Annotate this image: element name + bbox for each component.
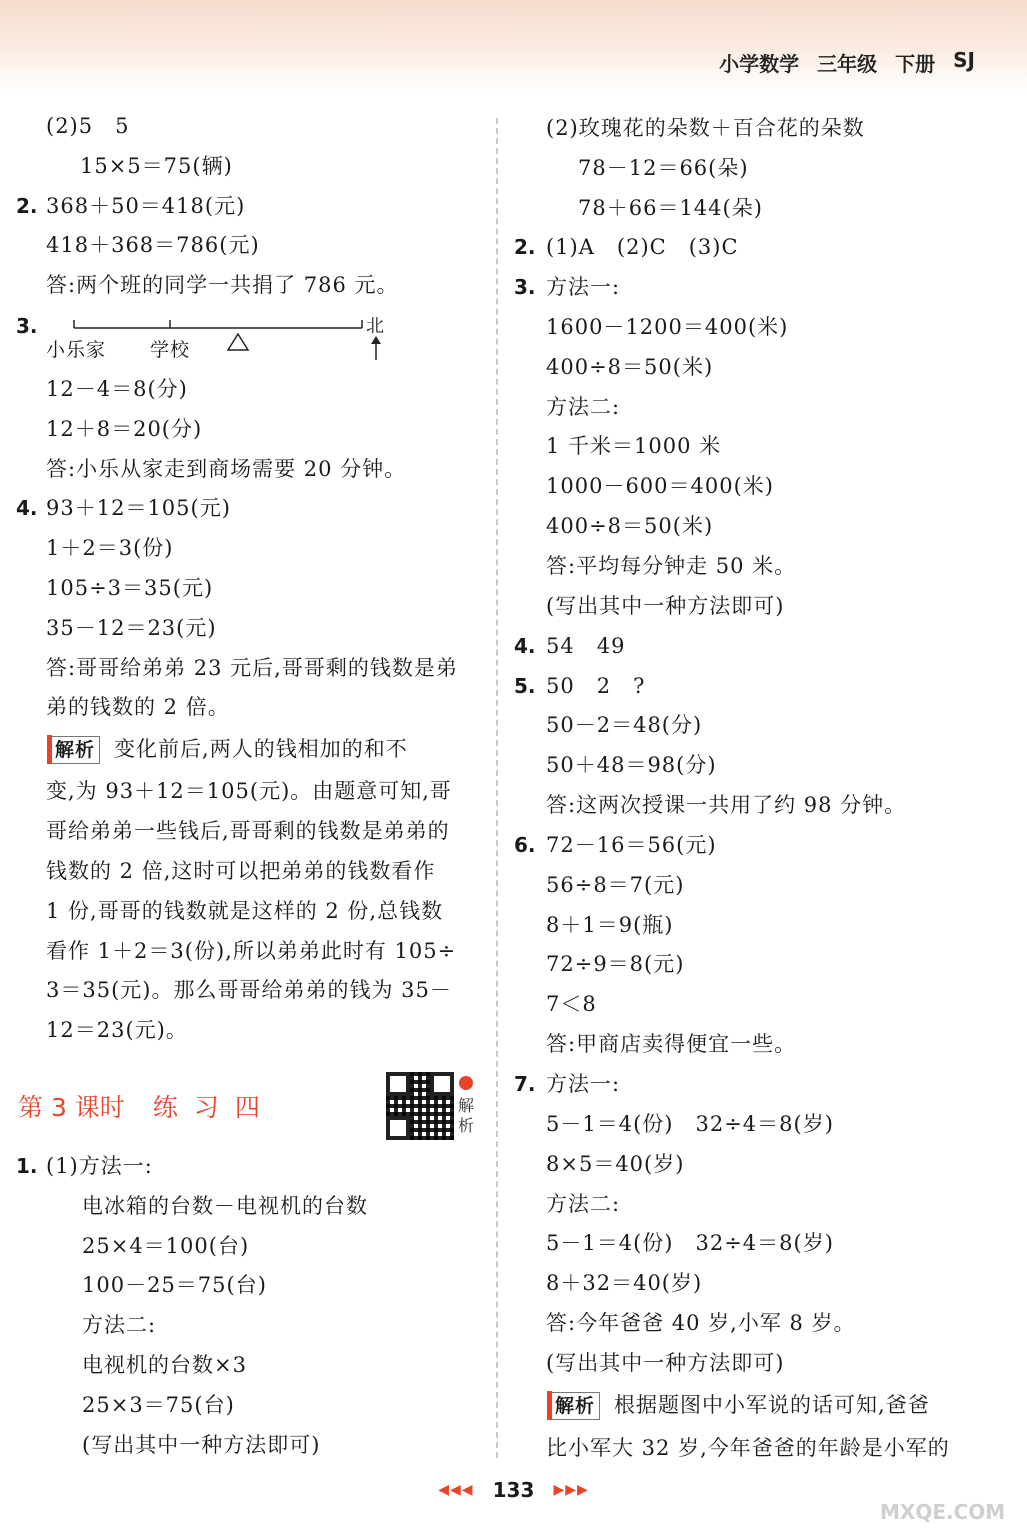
north-label: 北 [366,316,385,337]
left-line: 35－12＝23(元) [46,616,217,640]
question-number: 2. [16,194,38,218]
analysis-tag: 解析 [48,736,100,764]
question-number: 2. [514,235,536,259]
page-footer [0,1478,1027,1502]
page-number: 133 [492,1478,535,1502]
right-line: 方法二: [546,1192,621,1216]
lesson-number: 第 3 课时 [18,1093,125,1122]
answer-line: 答:小乐从家走到商场需要 20 分钟。 [46,457,407,481]
right-line: 8×5＝40(岁) [546,1152,685,1176]
left-line: 25×3＝75(台) [82,1393,235,1417]
left-line: 15×5＝75(辆) [80,154,233,178]
right-line: 54 49 [546,634,626,658]
header-band [0,0,1027,92]
question-number: 6. [514,833,536,857]
answer-line: 答:这两次授课一共用了约 98 分钟。 [546,793,907,817]
right-line: 400÷8＝50(米) [546,355,714,379]
left-line: 105÷3＝35(元) [46,576,214,600]
question-number: 3. [514,275,536,299]
right-line: 1000－600＝400(米) [546,474,774,498]
note-line: (写出其中一种方法即可) [546,594,785,618]
qr-label: 解析 [458,1096,475,1135]
qr-code-icon[interactable] [386,1072,454,1140]
qr-finder [386,1072,410,1096]
qr-finder [430,1072,454,1096]
left-line: (2)5 5 [46,114,130,138]
question-number: 4. [514,634,536,658]
column-divider [496,118,498,1458]
analysis-line: 比小军大 32 岁,今年爸爸的年龄是小军的 [546,1436,950,1460]
route-diagram [60,312,390,362]
lesson-name: 练习四 [152,1093,276,1122]
question-number: 5. [514,674,536,698]
answer-line: 答:两个班的同学一共捐了 786 元。 [46,273,399,297]
right-line: 72÷9＝8(元) [546,952,685,976]
note-line: (写出其中一种方法即可) [82,1433,321,1457]
question-number: 4. [16,496,38,520]
right-line: 78＋66＝144(朵) [578,196,763,220]
play-icon [459,1076,473,1090]
right-line: (1)A (2)C (3)C [546,235,739,259]
analysis-line [548,1391,930,1420]
left-line: 418＋368＝786(元) [46,233,260,257]
left-line: 25×4＝100(台) [82,1234,250,1258]
answer-line: 弟的钱数的 2 倍。 [46,695,230,719]
analysis-line: 1 份,哥哥的钱数就是这样的 2 份,总钱数 [46,899,444,923]
book-header [719,48,975,77]
right-line: 5－1＝4(份) 32÷4＝8(岁) [546,1112,834,1136]
analysis-line: 变,为 93＋12＝105(元)。由题意可知,哥 [46,779,452,803]
right-line: 50－2＝48(分) [546,713,703,737]
analysis-text: 变化前后,两人的钱相加的和不 [114,737,408,761]
left-line: 368＋50＝418(元) [46,194,246,218]
note-line: (写出其中一种方法即可) [546,1351,785,1375]
analysis-line: 哥给弟弟一些钱后,哥哥剩的钱数是弟弟的 [46,819,450,843]
analysis-text: 根据题图中小军说的话可知,爸爸 [614,1393,930,1417]
right-line: 72－16＝56(元) [546,833,717,857]
analysis-line: 3＝35(元)。那么哥哥给弟弟的钱为 35－ [46,978,452,1002]
left-line: 电冰箱的台数－电视机的台数 [82,1194,368,1218]
analysis-tag: 解析 [548,1392,600,1420]
right-line: 8＋1＝9(瓶) [546,913,674,937]
prev-page-icon[interactable]: ◀◀◀ [438,1482,474,1498]
left-line: 1＋2＝3(份) [46,536,174,560]
answer-line: 答:今年爸爸 40 岁,小军 8 岁。 [546,1311,856,1335]
left-line: 方法二: [82,1313,157,1337]
grade: 三年级 [817,52,878,76]
right-line: 1600－1200＝400(米) [546,315,789,339]
right-line: 56÷8＝7(元) [546,873,685,897]
qr-finder [386,1116,410,1140]
lesson-title [18,1088,276,1124]
question-number: 3. [16,314,38,338]
right-line: 方法一: [546,1072,621,1096]
subject: 小学数学 [719,52,800,76]
analysis-line: 钱数的 2 倍,这时可以把弟弟的钱数看作 [46,859,436,883]
answer-line: 答:甲商店卖得便宜一些。 [546,1032,797,1056]
left-line: 电视机的台数×3 [82,1353,247,1377]
right-line: 50＋48＝98(分) [546,753,717,777]
right-line: 1 千米＝1000 米 [546,434,722,458]
question-number: 7. [514,1072,536,1096]
mall-triangle-icon [228,334,248,350]
analysis-line: 看作 1＋2＝3(份),所以弟弟此时有 105÷ [46,939,457,963]
right-line: 7＜8 [546,992,597,1016]
question-number: 1. [16,1154,38,1178]
right-line: 方法一: [546,275,621,299]
analysis-line: 12＝23(元)。 [46,1018,188,1042]
right-line: 400÷8＝50(米) [546,514,714,538]
watermark: MXQE.COM [880,1500,1006,1524]
school-label: 学校 [150,339,191,361]
right-line: 78－12＝66(朵) [578,156,749,180]
analysis-line [48,735,408,764]
left-line: (1)方法一: [46,1154,153,1178]
left-line: 93＋12＝105(元) [46,496,231,520]
next-page-icon[interactable]: ▶▶▶ [553,1482,589,1498]
left-line: 100－25＝75(台) [82,1273,267,1297]
left-line: 12＋8＝20(分) [46,417,203,441]
home-label: 小乐家 [46,339,107,361]
right-line: (2)玫瑰花的朵数＋百合花的朵数 [546,116,865,140]
right-line: 方法二: [546,395,621,419]
edition: SJ [953,48,975,72]
right-line: 5－1＝4(份) 32÷4＝8(岁) [546,1231,834,1255]
answer-line: 答:哥哥给弟弟 23 元后,哥哥剩的钱数是弟 [46,656,458,680]
right-line: 8＋32＝40(岁) [546,1271,703,1295]
right-line: 50 2 ? [546,674,646,698]
answer-line: 答:平均每分钟走 50 米。 [546,554,797,578]
left-line: 12－4＝8(分) [46,377,188,401]
volume: 下册 [895,52,936,76]
